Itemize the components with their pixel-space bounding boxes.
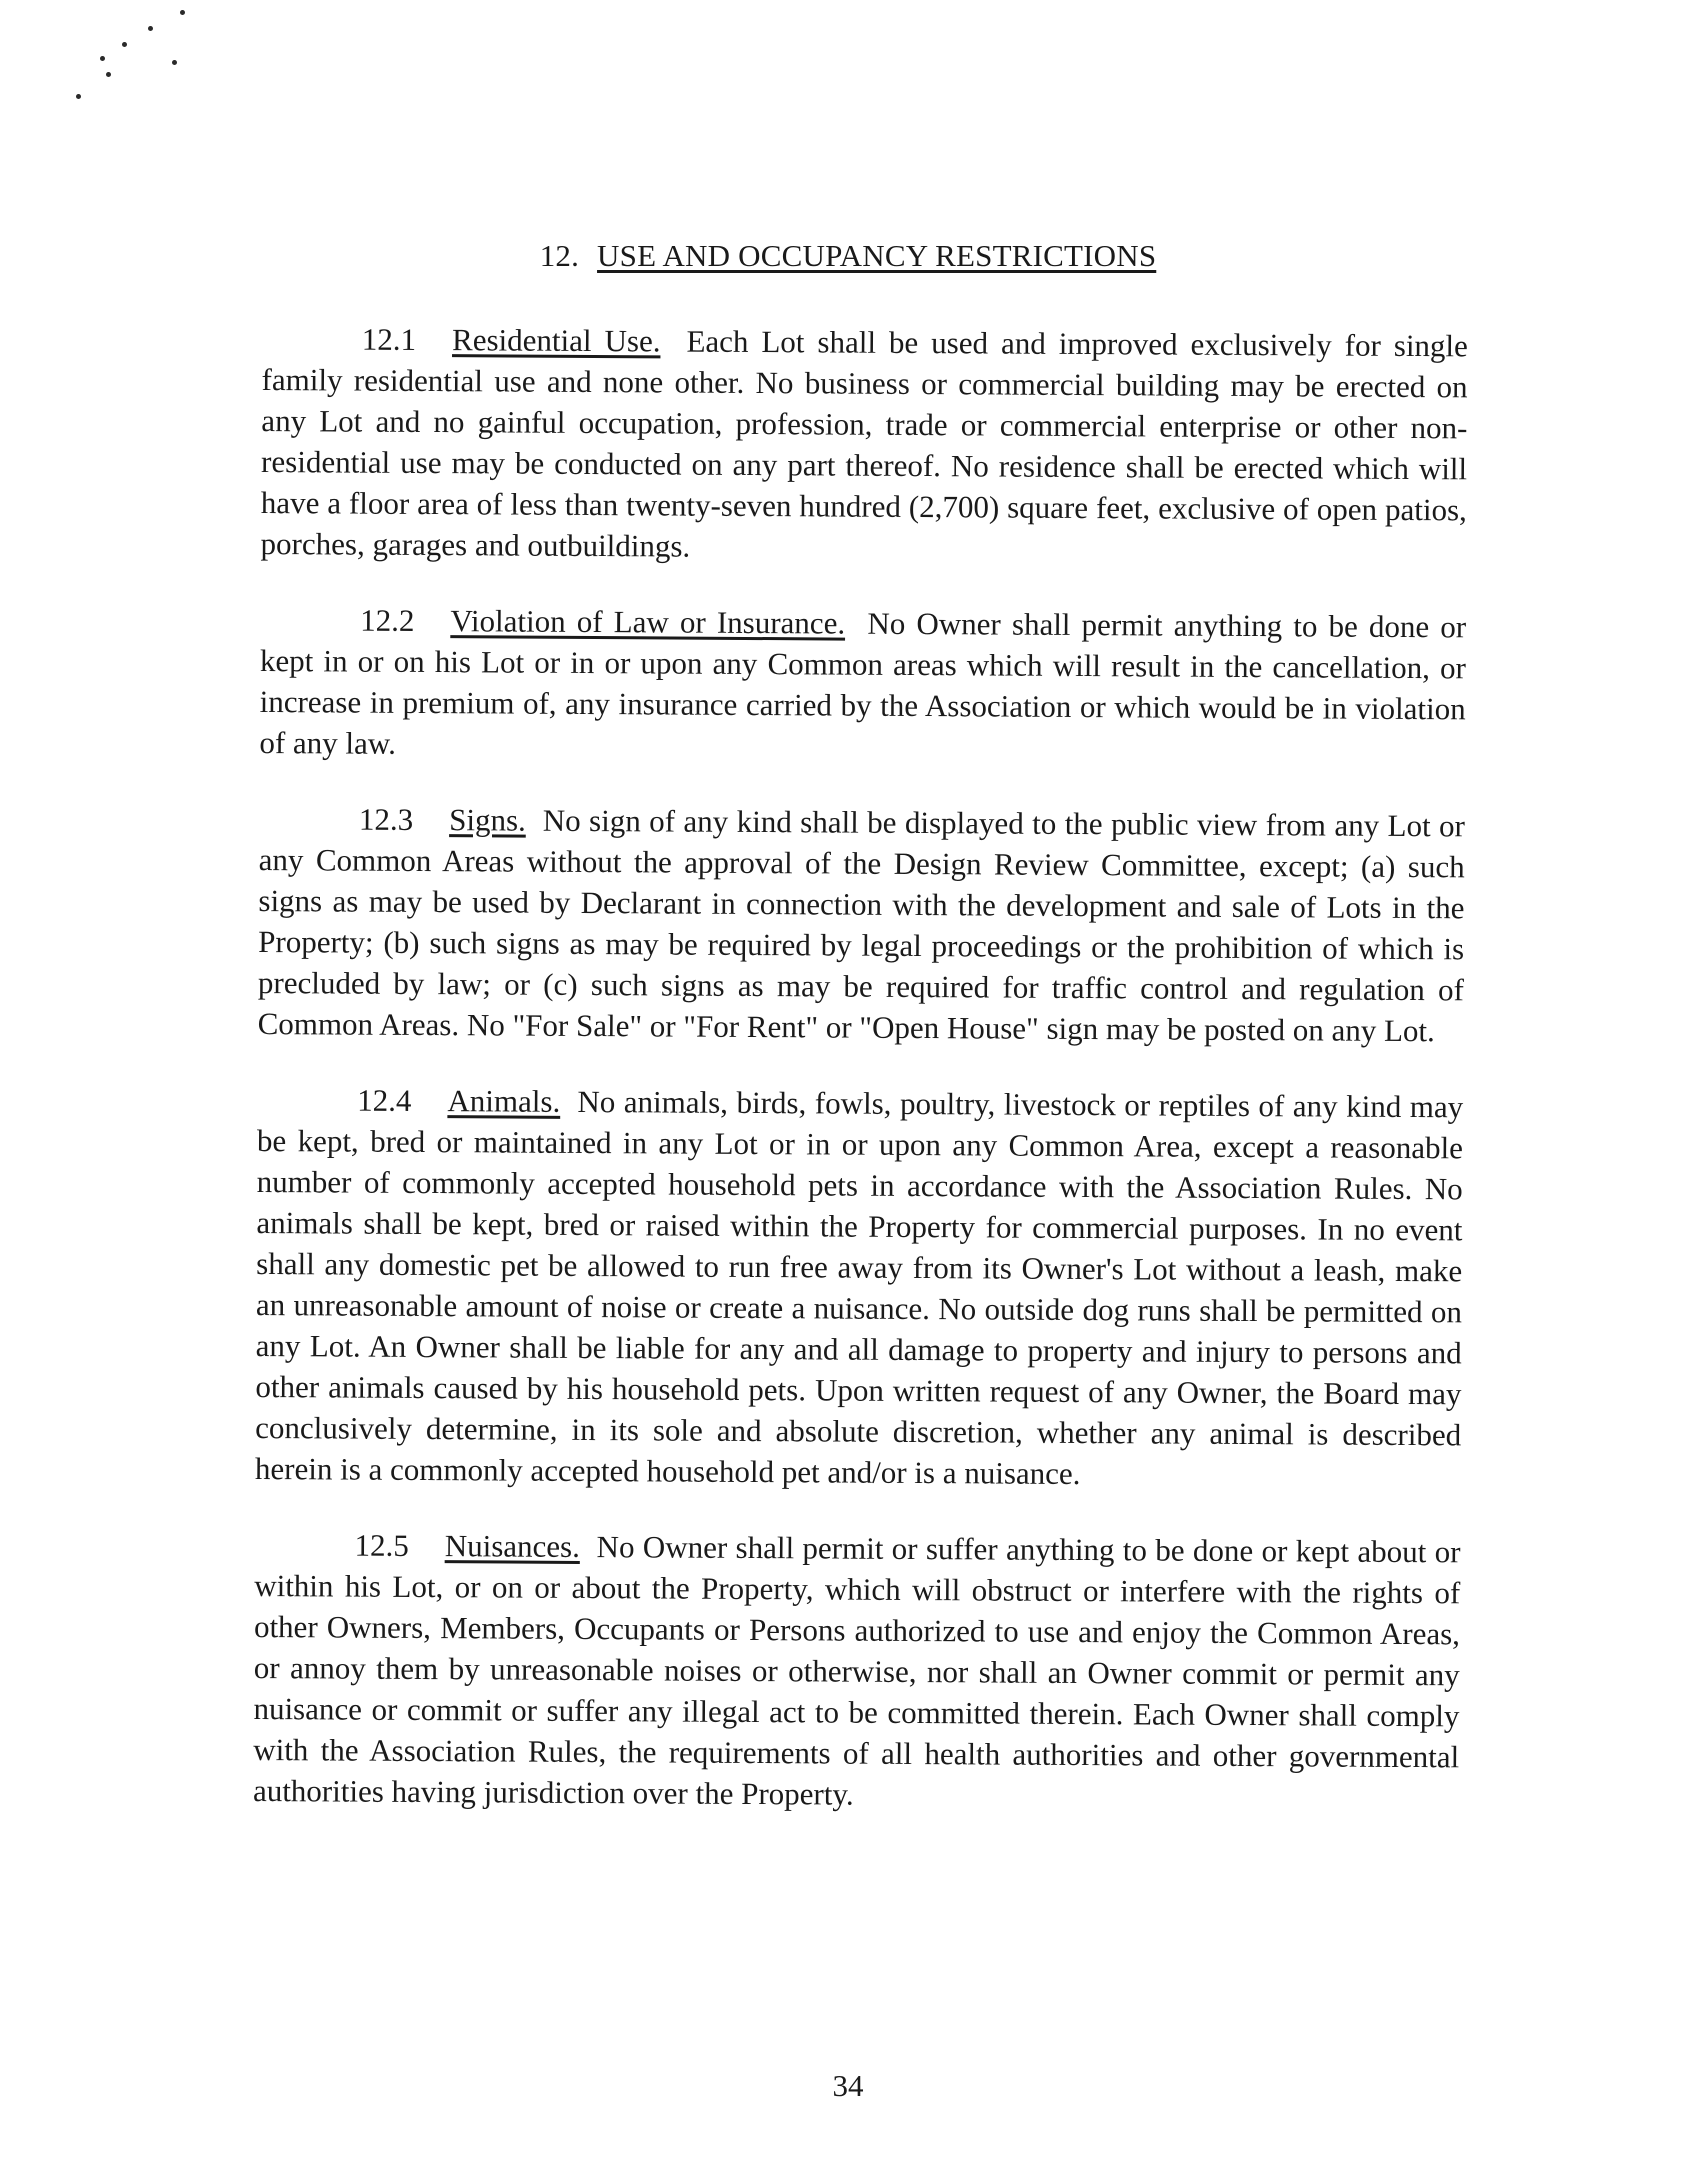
paragraph-text: Each Lot shall be used and improved exclusively for single family residential use and none other. No business or commercial building may be erected on any Lot and no gainful occupation, profession, trade or commercial enterprise or other non-residential use may be conducted on any part thereof. No residence shall be erected which will have a floor area of less than twenty-seven hundred (2,700) square feet, exclusive of open patios, porches, garages and outbuildings. (260, 323, 1468, 564)
paragraph-subheading: Violation of Law or Insurance. (450, 603, 846, 641)
section-heading-title: USE AND OCCUPANCY RESTRICTIONS (597, 238, 1157, 273)
paragraph-number: 12.3 (358, 801, 414, 837)
paragraph-subheading: Residential Use. (452, 322, 661, 359)
paragraph-subheading: Signs. (449, 802, 526, 838)
paragraph-12-1 (260, 318, 1467, 571)
paragraph-12-3 (258, 798, 1465, 1051)
paragraph-text: No Owner shall permit or suffer anything to be done or kept about or within his Lot, or on or about the Property, which will obstruct or interfere with the rights of other Owners, Members, Occupants or Persons authorized to use and enjoy the Common Areas, or annoy them by unreasonable noises or otherwise, nor shall an Owner commit or permit any nuisance or commit or suffer any illegal act to be committed therein. Each Owner shall comply with the Association Rules, the requirements of all health authorities and other governmental authorities having jurisdiction over the Property. (252, 1529, 1461, 1812)
paragraph-text: No Owner shall permit anything to be done or kept in or on his Lot or in or upon any Common areas which will result in the cancellation, or increase in premium of, any insurance carried by the Association or which would be in violation of any law. (259, 605, 1467, 761)
paragraph-subheading: Animals. (447, 1083, 561, 1119)
document-body (253, 318, 1468, 1853)
paragraph-number: 12.1 (361, 321, 417, 357)
paragraph-12-4 (255, 1079, 1463, 1496)
paragraph-12-5 (253, 1524, 1461, 1818)
paragraph-number: 12.4 (357, 1082, 412, 1118)
page-number: 34 (832, 2068, 864, 2103)
paragraph-number: 12.5 (354, 1527, 409, 1563)
paragraph-12-2 (259, 599, 1466, 770)
paragraph-number: 12.2 (360, 602, 415, 638)
paragraph-text: No sign of any kind shall be displayed to the public view from any Lot or any Common Areas without the approval of the Design Review Committee, except; (a) such signs as may be used by Declarant in connection with the development and sale of Lots in the Property; (b) such signs as may be required by legal proceedings or the prohibition of which is precluded by law; or (c) such signs as may be required for traffic control and regulation of Common Areas. No "For Sale" or "For Rent" or "Open House" sign may be posted on any Lot. (257, 802, 1466, 1049)
paragraph-subheading: Nuisances. (444, 1528, 581, 1564)
section-heading (0, 238, 1696, 274)
section-heading-number: 12. (539, 238, 580, 273)
paragraph-text: No animals, birds, fowls, poultry, livestock or reptiles of any kind may be kept, bred or maintained in any Lot or in or upon any Common Area, except a reasonable number of commonly accepted household pets in accordance with the Association Rules. No animals shall be kept, bred or raised within the Property for commercial purposes. In no event shall any domestic pet be allowed to run free away from its Owner's Lot without a leash, make an unreasonable amount of noise or create a nuisance. No outside dog runs shall be permitted on any Lot. An Owner shall be liable for any and all damage to property and injury to persons and other animals caused by his household pets. Upon written request of any Owner, the Board may conclusively determine, in its sole and absolute discretion, whether any animal is described herein is a commonly accepted household pet and/or is a nuisance. (254, 1083, 1464, 1492)
